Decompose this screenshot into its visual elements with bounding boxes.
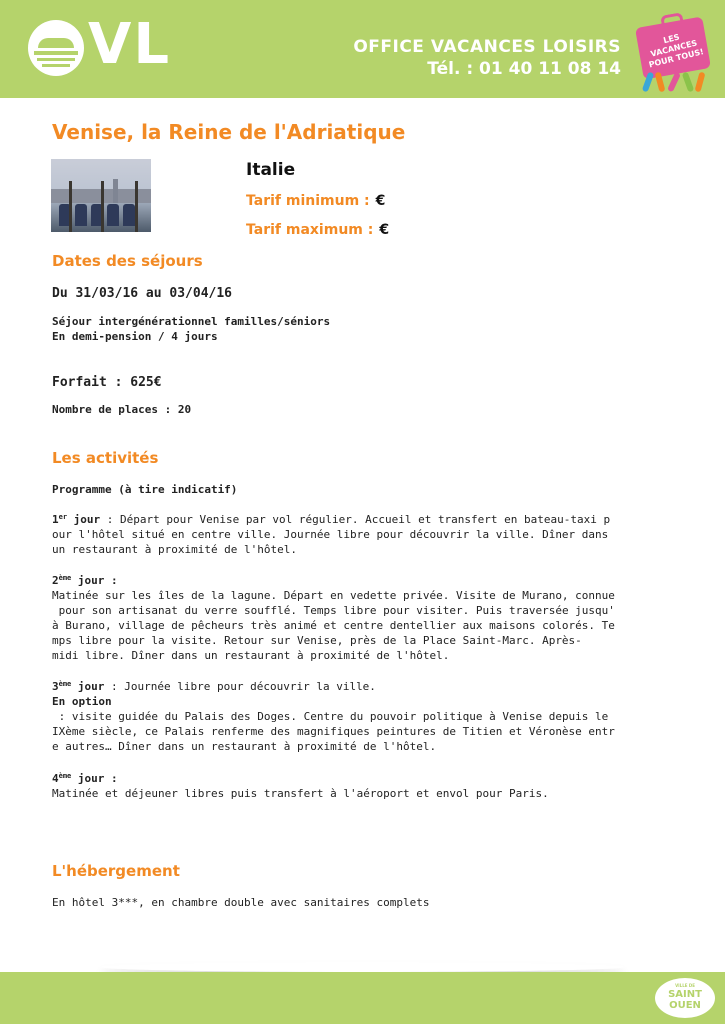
tarif-maximum: [246, 222, 389, 238]
tarif-max-label: Tarif maximum :: [246, 222, 374, 238]
day4-text: Matinée et déjeuner libres puis transfert à l'aéroport et envol pour Paris.: [52, 787, 549, 800]
day-4: [52, 771, 677, 801]
office-name: OFFICE VACANCES LOISIRS: [353, 37, 621, 57]
hebergement-heading: L'hébergement: [52, 862, 180, 880]
activities-heading: Les activités: [52, 449, 159, 467]
saint-ouen-logo: [655, 978, 715, 1018]
header-band: [0, 0, 725, 98]
office-phone: Tél. : 01 40 11 08 14: [427, 59, 621, 79]
page-title: Venise, la Reine de l'Adriatique: [52, 120, 406, 144]
programme-label: Programme (à tire indicatif): [52, 483, 238, 496]
vacation-bag-icon: [633, 12, 713, 96]
places-count: Nombre de places : 20: [52, 403, 192, 416]
day2-text: Matinée sur les îles de la lagune. Départ en vedette privée. Visite de Murano, connue pour son artisanat du verre soufflé. Temps libre pour visiter. Puis traversée jusqu' à Burano, village de pêcheurs très animé et centre dentellier aux maisons colorés. Te mps libre pour la visite. Retour sur Venise, près de la Place Saint-Marc. Après- midi libre. Dîner dans un restaurant à proximité de l'hôtel.: [52, 589, 615, 662]
tarif-min-label: Tarif minimum :: [246, 193, 370, 209]
day2-num: 2: [52, 574, 59, 587]
day1-text: : Départ pour Venise par vol régulier. Accueil et transfert en bateau-taxi p our l'hôtel situé en centre ville. Journée libre pour découvrir la ville. Dîner dans un restaurant à proximité de l'hôtel.: [52, 513, 611, 556]
footer-shadow: [100, 962, 625, 972]
day3-text: : Journée libre pour découvrir la ville.: [104, 680, 376, 693]
day1-label: jour: [67, 513, 101, 526]
sejour-line-1: Séjour intergénérationnel familles/séniors: [52, 315, 331, 328]
forfait-price: Forfait : 625€: [52, 375, 162, 390]
day4-colon: :: [104, 772, 118, 785]
hebergement-text: En hôtel 3***, en chambre double avec sanitaires complets: [52, 896, 430, 909]
day4-num: 4: [52, 772, 59, 785]
dates-heading: Dates des séjours: [52, 252, 203, 270]
sejour-line-2: En demi-pension / 4 jours: [52, 330, 218, 343]
day-3: [52, 679, 677, 754]
badge-line-1: VILLE DE: [675, 983, 695, 988]
tarif-max-value: €: [379, 222, 390, 238]
day4-sup: ème: [58, 772, 72, 780]
bag-slogan: LES VACANCES POUR TOUS!: [647, 32, 705, 70]
day3-label: jour: [71, 680, 105, 693]
dates-value: Du 31/03/16 au 03/04/16: [52, 286, 233, 301]
day1-sup: er: [58, 513, 68, 521]
sejour-description: [52, 314, 677, 344]
footer-band: [0, 972, 725, 1024]
day-2: [52, 573, 677, 663]
day3-option-text: : visite guidée du Palais des Doges. Centre du pouvoir politique à Venise depuis le IXème siècle, ce Palais renferme des magnifiques peintures de Titien et Véronèse entr e autres… Dîner dans un restaurant à proximité de l'hôtel.: [52, 710, 615, 753]
day4-label: jour: [71, 772, 105, 785]
logo-text: VL: [88, 12, 172, 77]
tarif-minimum: [246, 193, 385, 209]
venice-photo: [51, 159, 151, 232]
country-name: Italie: [246, 160, 296, 180]
day1-num: 1: [52, 513, 59, 526]
day3-sup: ème: [58, 680, 72, 688]
day3-option-label: En option: [52, 695, 112, 708]
office-info: [353, 36, 621, 80]
tarif-min-value: €: [375, 193, 386, 209]
day2-colon: :: [104, 574, 118, 587]
day2-sup: ème: [58, 574, 72, 582]
sun-logo-icon: [28, 20, 84, 76]
day3-num: 3: [52, 680, 59, 693]
badge-line-3: OUEN: [669, 1000, 701, 1011]
day2-label: jour: [71, 574, 105, 587]
badge-line-2: SAINT: [668, 989, 702, 1000]
day-1: [52, 512, 677, 557]
